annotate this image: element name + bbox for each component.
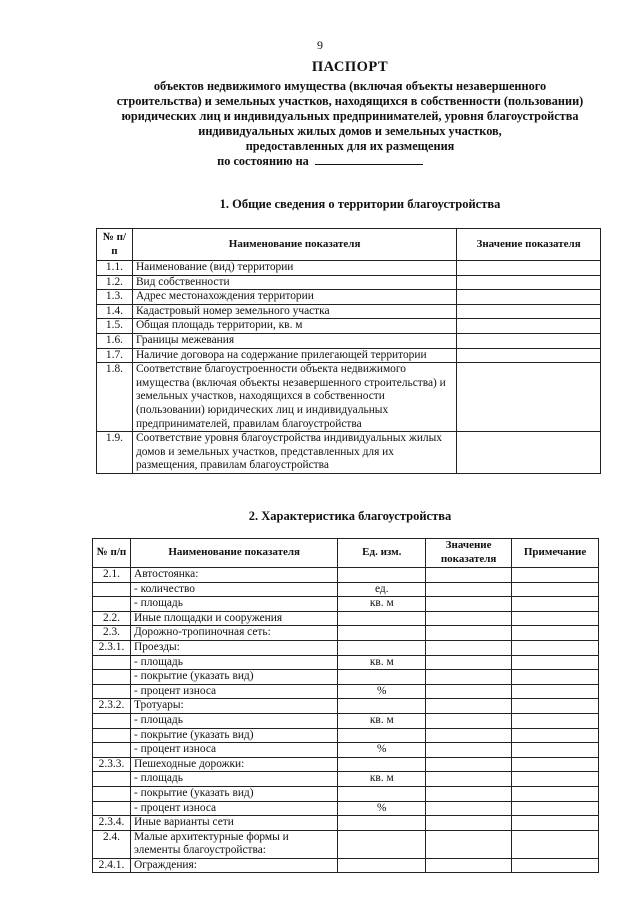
row-note-cell <box>512 699 599 714</box>
row-note-cell <box>512 640 599 655</box>
row-name: Пешеходные дорожки: <box>130 757 337 772</box>
table-row <box>97 319 601 334</box>
row-value-cell <box>426 757 512 772</box>
col-header-name: Наименование показателя <box>130 539 337 568</box>
row-value-cell <box>457 363 601 432</box>
row-name: Соответствие уровня благоустройства индивидуальных жилых домов и земельных участков, представленных для их размещения, правилам благоустройства <box>132 432 456 474</box>
table-row <box>93 801 599 816</box>
row-name: Иные варианты сети <box>130 816 337 831</box>
table-row <box>97 275 601 290</box>
row-note-cell <box>512 684 599 699</box>
row-unit <box>338 728 426 743</box>
row-number <box>93 743 131 758</box>
row-note-cell <box>512 626 599 641</box>
row-value-cell <box>426 772 512 787</box>
row-number <box>93 772 131 787</box>
col-header-unit: Ед. изм. <box>338 539 426 568</box>
row-name: Ограждения: <box>130 858 337 873</box>
row-value-cell <box>426 670 512 685</box>
row-name: Наличие договора на содержание прилегающей территории <box>132 348 456 363</box>
row-value-cell <box>426 597 512 612</box>
row-name: - количество <box>130 582 337 597</box>
row-value-cell <box>426 786 512 801</box>
row-note-cell <box>512 611 599 626</box>
row-note-cell <box>512 786 599 801</box>
header-line: индивидуальных жилых домов и земельных участков, <box>198 124 502 138</box>
col-header-value: Значение показателя <box>457 229 601 261</box>
row-number <box>93 670 131 685</box>
row-note-cell <box>512 772 599 787</box>
table-row <box>93 655 599 670</box>
row-name: - покрытие (указать вид) <box>130 670 337 685</box>
row-number: 1.3. <box>97 290 133 305</box>
improvement-table <box>92 538 599 873</box>
row-number: 1.2. <box>97 275 133 290</box>
row-name: Общая площадь территории, кв. м <box>132 319 456 334</box>
table-row <box>93 670 599 685</box>
row-name: Границы межевания <box>132 333 456 348</box>
table-row <box>93 626 599 641</box>
row-number: 2.3.3. <box>93 757 131 772</box>
row-note-cell <box>512 757 599 772</box>
row-name: - площадь <box>130 597 337 612</box>
col-header-name: Наименование показателя <box>132 229 456 261</box>
row-unit: % <box>338 684 426 699</box>
row-unit <box>338 816 426 831</box>
row-number: 2.2. <box>93 611 131 626</box>
row-number: 1.7. <box>97 348 133 363</box>
row-value-cell <box>426 611 512 626</box>
row-unit <box>338 699 426 714</box>
row-name: Вид собственности <box>132 275 456 290</box>
table-row <box>93 786 599 801</box>
row-name: Малые архитектурные формы и элементы благоустройства: <box>130 830 337 858</box>
table-row <box>97 363 601 432</box>
row-note-cell <box>512 597 599 612</box>
row-name: - процент износа <box>130 743 337 758</box>
date-blank-line <box>315 154 423 165</box>
row-value-cell <box>426 640 512 655</box>
row-unit <box>338 858 426 873</box>
row-unit: ед. <box>338 582 426 597</box>
header-line: объектов недвижимого имущества (включая объекты незавершенного <box>153 79 547 93</box>
table-row <box>97 304 601 319</box>
table-row <box>93 816 599 831</box>
row-note-cell <box>512 713 599 728</box>
row-note-cell <box>512 655 599 670</box>
row-value-cell <box>426 582 512 597</box>
row-name: Соответствие благоустроенности объекта недвижимого имущества (включая объекты незавершенного строительства) и земельных участков, находящихся в собственности (пользовании) юридических лиц и индивидуальных предпринимателей, правилам благоустройства <box>132 363 456 432</box>
row-number <box>93 655 131 670</box>
table-row <box>93 757 599 772</box>
general-info-table <box>96 228 601 474</box>
row-name: - процент износа <box>130 684 337 699</box>
row-value-cell <box>457 333 601 348</box>
row-unit <box>338 640 426 655</box>
row-name: Проезды: <box>130 640 337 655</box>
table-row <box>93 568 599 583</box>
row-value-cell <box>426 816 512 831</box>
row-name: - покрытие (указать вид) <box>130 728 337 743</box>
table-row <box>93 611 599 626</box>
row-name: - площадь <box>130 655 337 670</box>
table-row <box>93 582 599 597</box>
row-value-cell <box>426 713 512 728</box>
row-unit <box>338 786 426 801</box>
table-row <box>97 290 601 305</box>
row-note-cell <box>512 568 599 583</box>
row-value-cell <box>457 348 601 363</box>
table-row <box>93 830 599 858</box>
row-unit: кв. м <box>338 597 426 612</box>
row-unit <box>338 670 426 685</box>
table-row <box>93 597 599 612</box>
row-value-cell <box>457 319 601 334</box>
table-row <box>93 858 599 873</box>
row-name: - площадь <box>130 713 337 728</box>
table-row <box>93 772 599 787</box>
row-unit: кв. м <box>338 772 426 787</box>
col-header-note: Примечание <box>512 539 599 568</box>
row-unit: % <box>338 801 426 816</box>
row-number: 2.4.1. <box>93 858 131 873</box>
date-label: по состоянию на <box>217 154 423 169</box>
page-number: 9 <box>317 38 323 52</box>
table-row <box>93 713 599 728</box>
col-header-number: № п/п <box>97 229 133 261</box>
row-unit: кв. м <box>338 655 426 670</box>
row-value-cell <box>426 830 512 858</box>
row-value-cell <box>457 290 601 305</box>
row-number <box>93 786 131 801</box>
row-number <box>93 582 131 597</box>
row-number: 1.6. <box>97 333 133 348</box>
row-number <box>93 801 131 816</box>
row-note-cell <box>512 582 599 597</box>
row-name: Иные площадки и сооружения <box>130 611 337 626</box>
row-unit <box>338 757 426 772</box>
col-header-number: № п/п <box>93 539 131 568</box>
table-row <box>97 432 601 474</box>
document-header <box>95 59 605 169</box>
table-row <box>97 333 601 348</box>
row-value-cell <box>426 858 512 873</box>
row-value-cell <box>426 728 512 743</box>
table-row <box>93 743 599 758</box>
header-line: строительства) и земельных участков, находящихся в собственности (пользовании) <box>116 94 584 108</box>
table-row <box>93 728 599 743</box>
row-name: - процент износа <box>130 801 337 816</box>
row-number <box>93 597 131 612</box>
section-2-title: 2. Характеристика благоустройства <box>248 509 452 523</box>
row-number <box>93 684 131 699</box>
row-number: 1.5. <box>97 319 133 334</box>
row-unit <box>338 830 426 858</box>
row-number <box>93 713 131 728</box>
table-row <box>97 348 601 363</box>
header-line: предоставленных для их размещения <box>245 139 455 153</box>
header-line: юридических лиц и индивидуальных предпринимателей, уровня благоустройства <box>121 109 579 123</box>
row-number: 1.9. <box>97 432 133 474</box>
row-value-cell <box>457 432 601 474</box>
row-number: 1.8. <box>97 363 133 432</box>
table-row <box>93 684 599 699</box>
row-unit: % <box>338 743 426 758</box>
row-value-cell <box>457 275 601 290</box>
row-unit: кв. м <box>338 713 426 728</box>
row-note-cell <box>512 830 599 858</box>
row-value-cell <box>426 699 512 714</box>
row-value-cell <box>426 626 512 641</box>
row-value-cell <box>426 684 512 699</box>
row-name: Наименование (вид) территории <box>132 261 456 276</box>
row-value-cell <box>426 801 512 816</box>
row-value-cell <box>426 568 512 583</box>
row-unit <box>338 611 426 626</box>
row-name: - площадь <box>130 772 337 787</box>
row-unit <box>338 568 426 583</box>
table-row <box>97 261 601 276</box>
row-name: Кадастровый номер земельного участка <box>132 304 456 319</box>
row-number <box>93 728 131 743</box>
row-value-cell <box>426 743 512 758</box>
row-note-cell <box>512 858 599 873</box>
row-name: Дорожно-тропиночная сеть: <box>130 626 337 641</box>
row-unit <box>338 626 426 641</box>
row-note-cell <box>512 801 599 816</box>
section-1-title: 1. Общие сведения о территории благоустройства <box>219 197 501 211</box>
row-note-cell <box>512 670 599 685</box>
col-header-value: Значение показателя <box>426 539 512 568</box>
row-number: 2.4. <box>93 830 131 858</box>
row-number: 2.3.1. <box>93 640 131 655</box>
row-number: 2.3. <box>93 626 131 641</box>
document-title: ПАСПОРТ <box>311 59 389 75</box>
row-note-cell <box>512 743 599 758</box>
row-number: 2.3.2. <box>93 699 131 714</box>
row-note-cell <box>512 816 599 831</box>
row-value-cell <box>426 655 512 670</box>
row-number: 1.1. <box>97 261 133 276</box>
row-number: 1.4. <box>97 304 133 319</box>
row-number: 2.1. <box>93 568 131 583</box>
row-value-cell <box>457 261 601 276</box>
row-note-cell <box>512 728 599 743</box>
row-name: - покрытие (указать вид) <box>130 786 337 801</box>
row-number: 2.3.4. <box>93 816 131 831</box>
row-value-cell <box>457 304 601 319</box>
row-name: Тротуары: <box>130 699 337 714</box>
table-row <box>93 699 599 714</box>
table-row <box>93 640 599 655</box>
row-name: Адрес местонахождения территории <box>132 290 456 305</box>
row-name: Автостоянка: <box>130 568 337 583</box>
